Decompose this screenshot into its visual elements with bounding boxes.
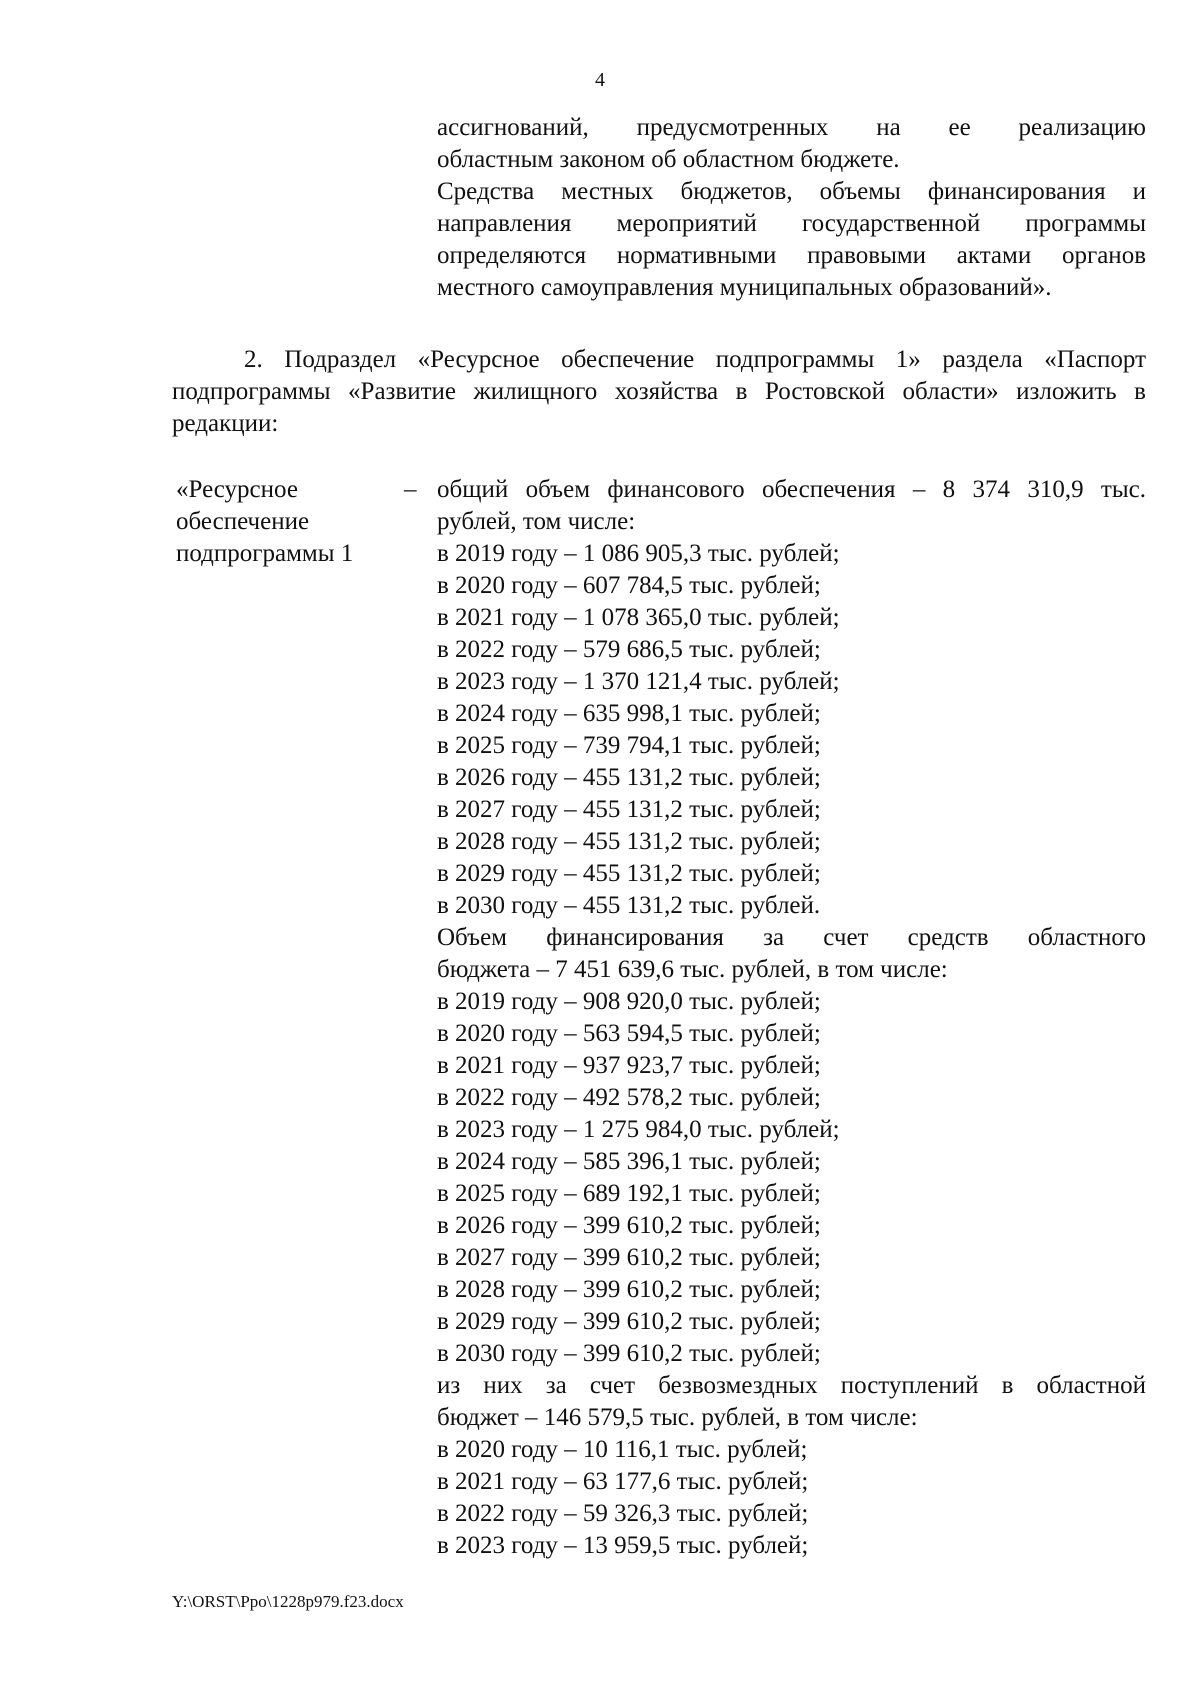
resource-values	[437, 474, 1146, 1562]
label-line: подпрограммы 1	[176, 540, 354, 567]
total-year-line: в 2027 году – 455 131,2 тыс. рублей;	[437, 796, 821, 823]
footer-file-path: Y:\ORST\Ppo\1228p979.f23.docx	[172, 1592, 404, 1611]
total-year-line: в 2024 году – 635 998,1 тыс. рублей;	[437, 700, 821, 727]
resource-label	[176, 474, 396, 570]
grants-header-line: из них за счет безвозмездных поступлений в областной	[437, 1372, 1146, 1399]
intro-line: Средства местных бюджетов, объемы финансирования и	[437, 178, 1146, 205]
regional-year-line: в 2030 году – 399 610,2 тыс. рублей;	[437, 1340, 821, 1367]
intro-line: определяются нормативными правовыми актами органов	[437, 242, 1146, 269]
grants-year-line: в 2020 году – 10 116,1 тыс. рублей;	[437, 1436, 808, 1463]
total-year-line: в 2021 году – 1 078 365,0 тыс. рублей;	[437, 604, 840, 631]
total-year-line: в 2023 году – 1 370 121,4 тыс. рублей;	[437, 668, 840, 695]
intro-line: ассигнований, предусмотренных на ее реализацию	[437, 114, 1146, 141]
regional-year-line: в 2024 году – 585 396,1 тыс. рублей;	[437, 1148, 821, 1175]
regional-year-line: в 2028 году – 399 610,2 тыс. рублей;	[437, 1276, 821, 1303]
intro-line: областным законом об областном бюджете.	[437, 146, 900, 173]
grants-year-line: в 2021 году – 63 177,6 тыс. рублей;	[437, 1468, 809, 1495]
total-header-line: общий объем финансового обеспечения – 8 374 310,9 тыс.	[437, 476, 1146, 503]
label-dash: –	[404, 476, 417, 503]
regional-year-line: в 2027 году – 399 610,2 тыс. рублей;	[437, 1244, 821, 1271]
regional-year-line: в 2020 году – 563 594,5 тыс. рублей;	[437, 1020, 821, 1047]
label-line: «Ресурсное	[176, 476, 298, 503]
regional-year-line: в 2029 году – 399 610,2 тыс. рублей;	[437, 1308, 821, 1335]
regional-header-line: Объем финансирования за счет средств областного	[437, 924, 1146, 951]
regional-year-line: в 2021 году – 937 923,7 тыс. рублей;	[437, 1052, 821, 1079]
grants-year-line: в 2023 году – 13 959,5 тыс. рублей;	[437, 1532, 809, 1559]
total-year-line: в 2029 году – 455 131,2 тыс. рублей;	[437, 860, 821, 887]
intro-line: направления мероприятий государственной программы	[437, 210, 1146, 237]
total-year-line: в 2020 году – 607 784,5 тыс. рублей;	[437, 572, 821, 599]
grants-year-line: в 2022 году – 59 326,3 тыс. рублей;	[437, 1500, 809, 1527]
label-line: обеспечение	[176, 508, 310, 535]
regional-year-line: в 2026 году – 399 610,2 тыс. рублей;	[437, 1212, 821, 1239]
intro-line: местного самоуправления муниципальных образований».	[437, 274, 1052, 301]
regional-year-line: в 2023 году – 1 275 984,0 тыс. рублей;	[437, 1116, 840, 1143]
total-year-line: в 2022 году – 579 686,5 тыс. рублей;	[437, 636, 821, 663]
regional-year-line: в 2025 году – 689 192,1 тыс. рублей;	[437, 1180, 821, 1207]
total-year-line: в 2030 году – 455 131,2 тыс. рублей.	[437, 892, 821, 919]
intro-block	[437, 112, 1146, 304]
paragraph-2: 2. Подраздел «Ресурсное обеспечение подпрограммы 1» раздела «Паспорт подпрограммы «Развитие жилищного хозяйства в Ростовской области» изложить в редакции:	[172, 346, 1146, 437]
regional-year-line: в 2019 году – 908 920,0 тыс. рублей;	[437, 988, 821, 1015]
total-year-line: в 2028 году – 455 131,2 тыс. рублей;	[437, 828, 821, 855]
total-year-line: в 2019 году – 1 086 905,3 тыс. рублей;	[437, 540, 840, 567]
page-number: 4	[595, 69, 605, 91]
regional-year-line: в 2022 году – 492 578,2 тыс. рублей;	[437, 1084, 821, 1111]
total-header-line: рублей, том числе:	[437, 508, 636, 535]
paragraph-2-block	[172, 344, 1146, 440]
regional-header-line: бюджета – 7 451 639,6 тыс. рублей, в том числе:	[437, 956, 948, 983]
grants-header-line: бюджет – 146 579,5 тыс. рублей, в том числе:	[437, 1404, 918, 1431]
total-year-line: в 2026 году – 455 131,2 тыс. рублей;	[437, 764, 821, 791]
total-year-line: в 2025 году – 739 794,1 тыс. рублей;	[437, 732, 821, 759]
